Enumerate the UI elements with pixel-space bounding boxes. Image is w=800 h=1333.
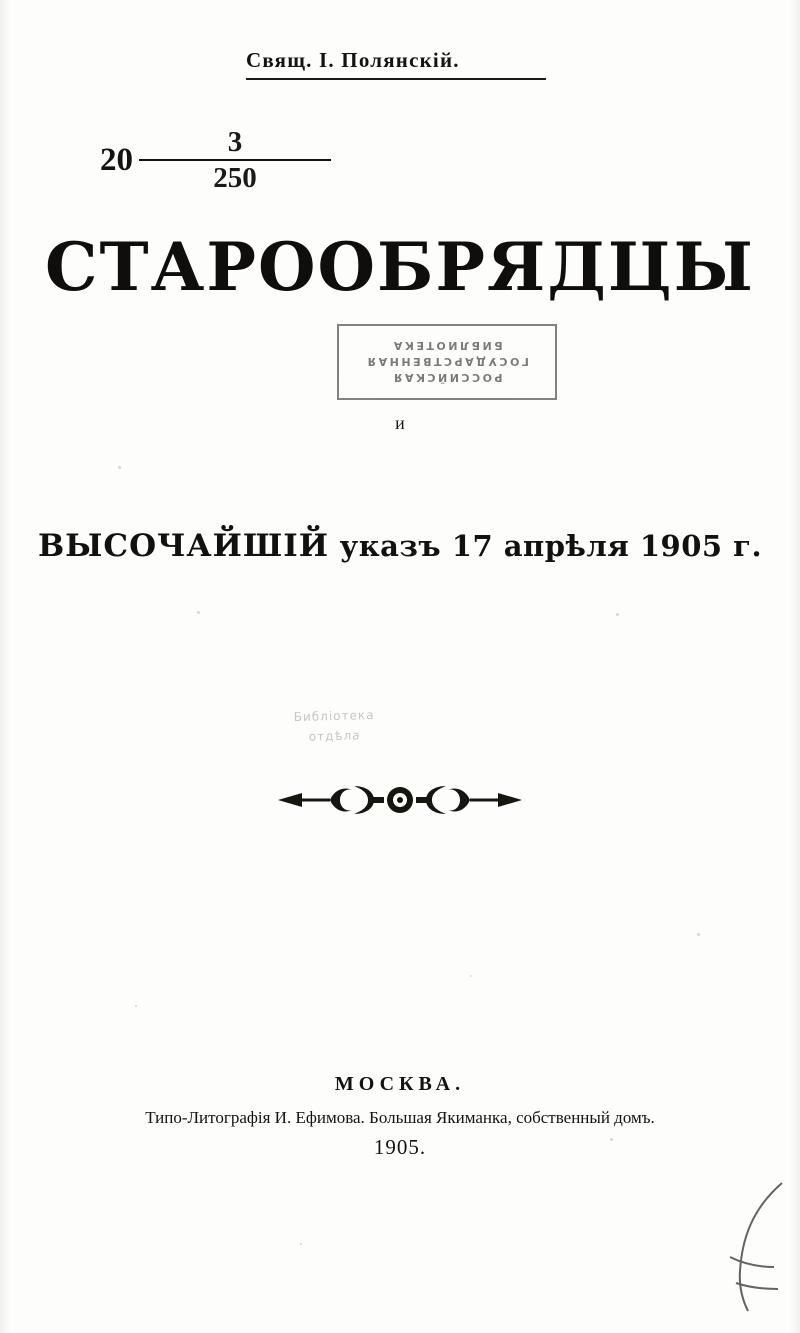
faded-library-stamp-line-1: Библiотека [293,707,375,725]
paper-speck [135,1005,137,1007]
paper-speck [616,613,619,616]
paper-speck [697,933,700,936]
shelfmark-fraction [139,128,331,193]
library-stamp [337,324,557,400]
fleuron-icon [270,778,530,822]
shelfmark [100,128,331,193]
imprint-year: 1905. [373,1135,427,1159]
conjunction-text: и [395,413,405,433]
faded-library-stamp [261,704,407,754]
page-title: СТАРООБРЯДЦЫ [44,228,755,306]
library-stamp-line-1: РОССИЙСКАЯ [391,371,503,385]
pencil-mark [712,1179,792,1319]
subtitle-lead: ВЫСОЧАЙШIЙ [37,528,330,564]
paper-speck [197,611,200,614]
faded-library-stamp-line-2: отдѣла [308,728,361,744]
imprint-city: МОСКВА. [334,1073,466,1095]
imprint-printer: Типо-Литографiя И. Ефимова. Большая Якиманка, собственный домъ. [145,1108,655,1127]
subtitle [0,528,800,564]
author-underline [246,78,546,80]
shelfmark-denominator: 250 [213,162,257,194]
paper-speck [118,466,121,469]
paper-speck [300,1243,302,1245]
paper-speck [470,975,472,977]
subtitle-rest: указъ 17 апрѣля 1905 г. [339,529,763,563]
imprint-block [0,1073,800,1160]
author-block [246,48,566,80]
author-name: Свящ. I. Полянскiй. [246,48,460,72]
shelfmark-numerator: 3 [227,126,243,158]
library-stamp-line-2: ГОСУДАРСТВЕННАЯ [365,355,529,369]
ornament-divider [0,778,800,822]
library-stamp-line-3: БИБЛИОТЕКА [391,339,503,353]
shelfmark-whole: 20 [100,142,133,178]
